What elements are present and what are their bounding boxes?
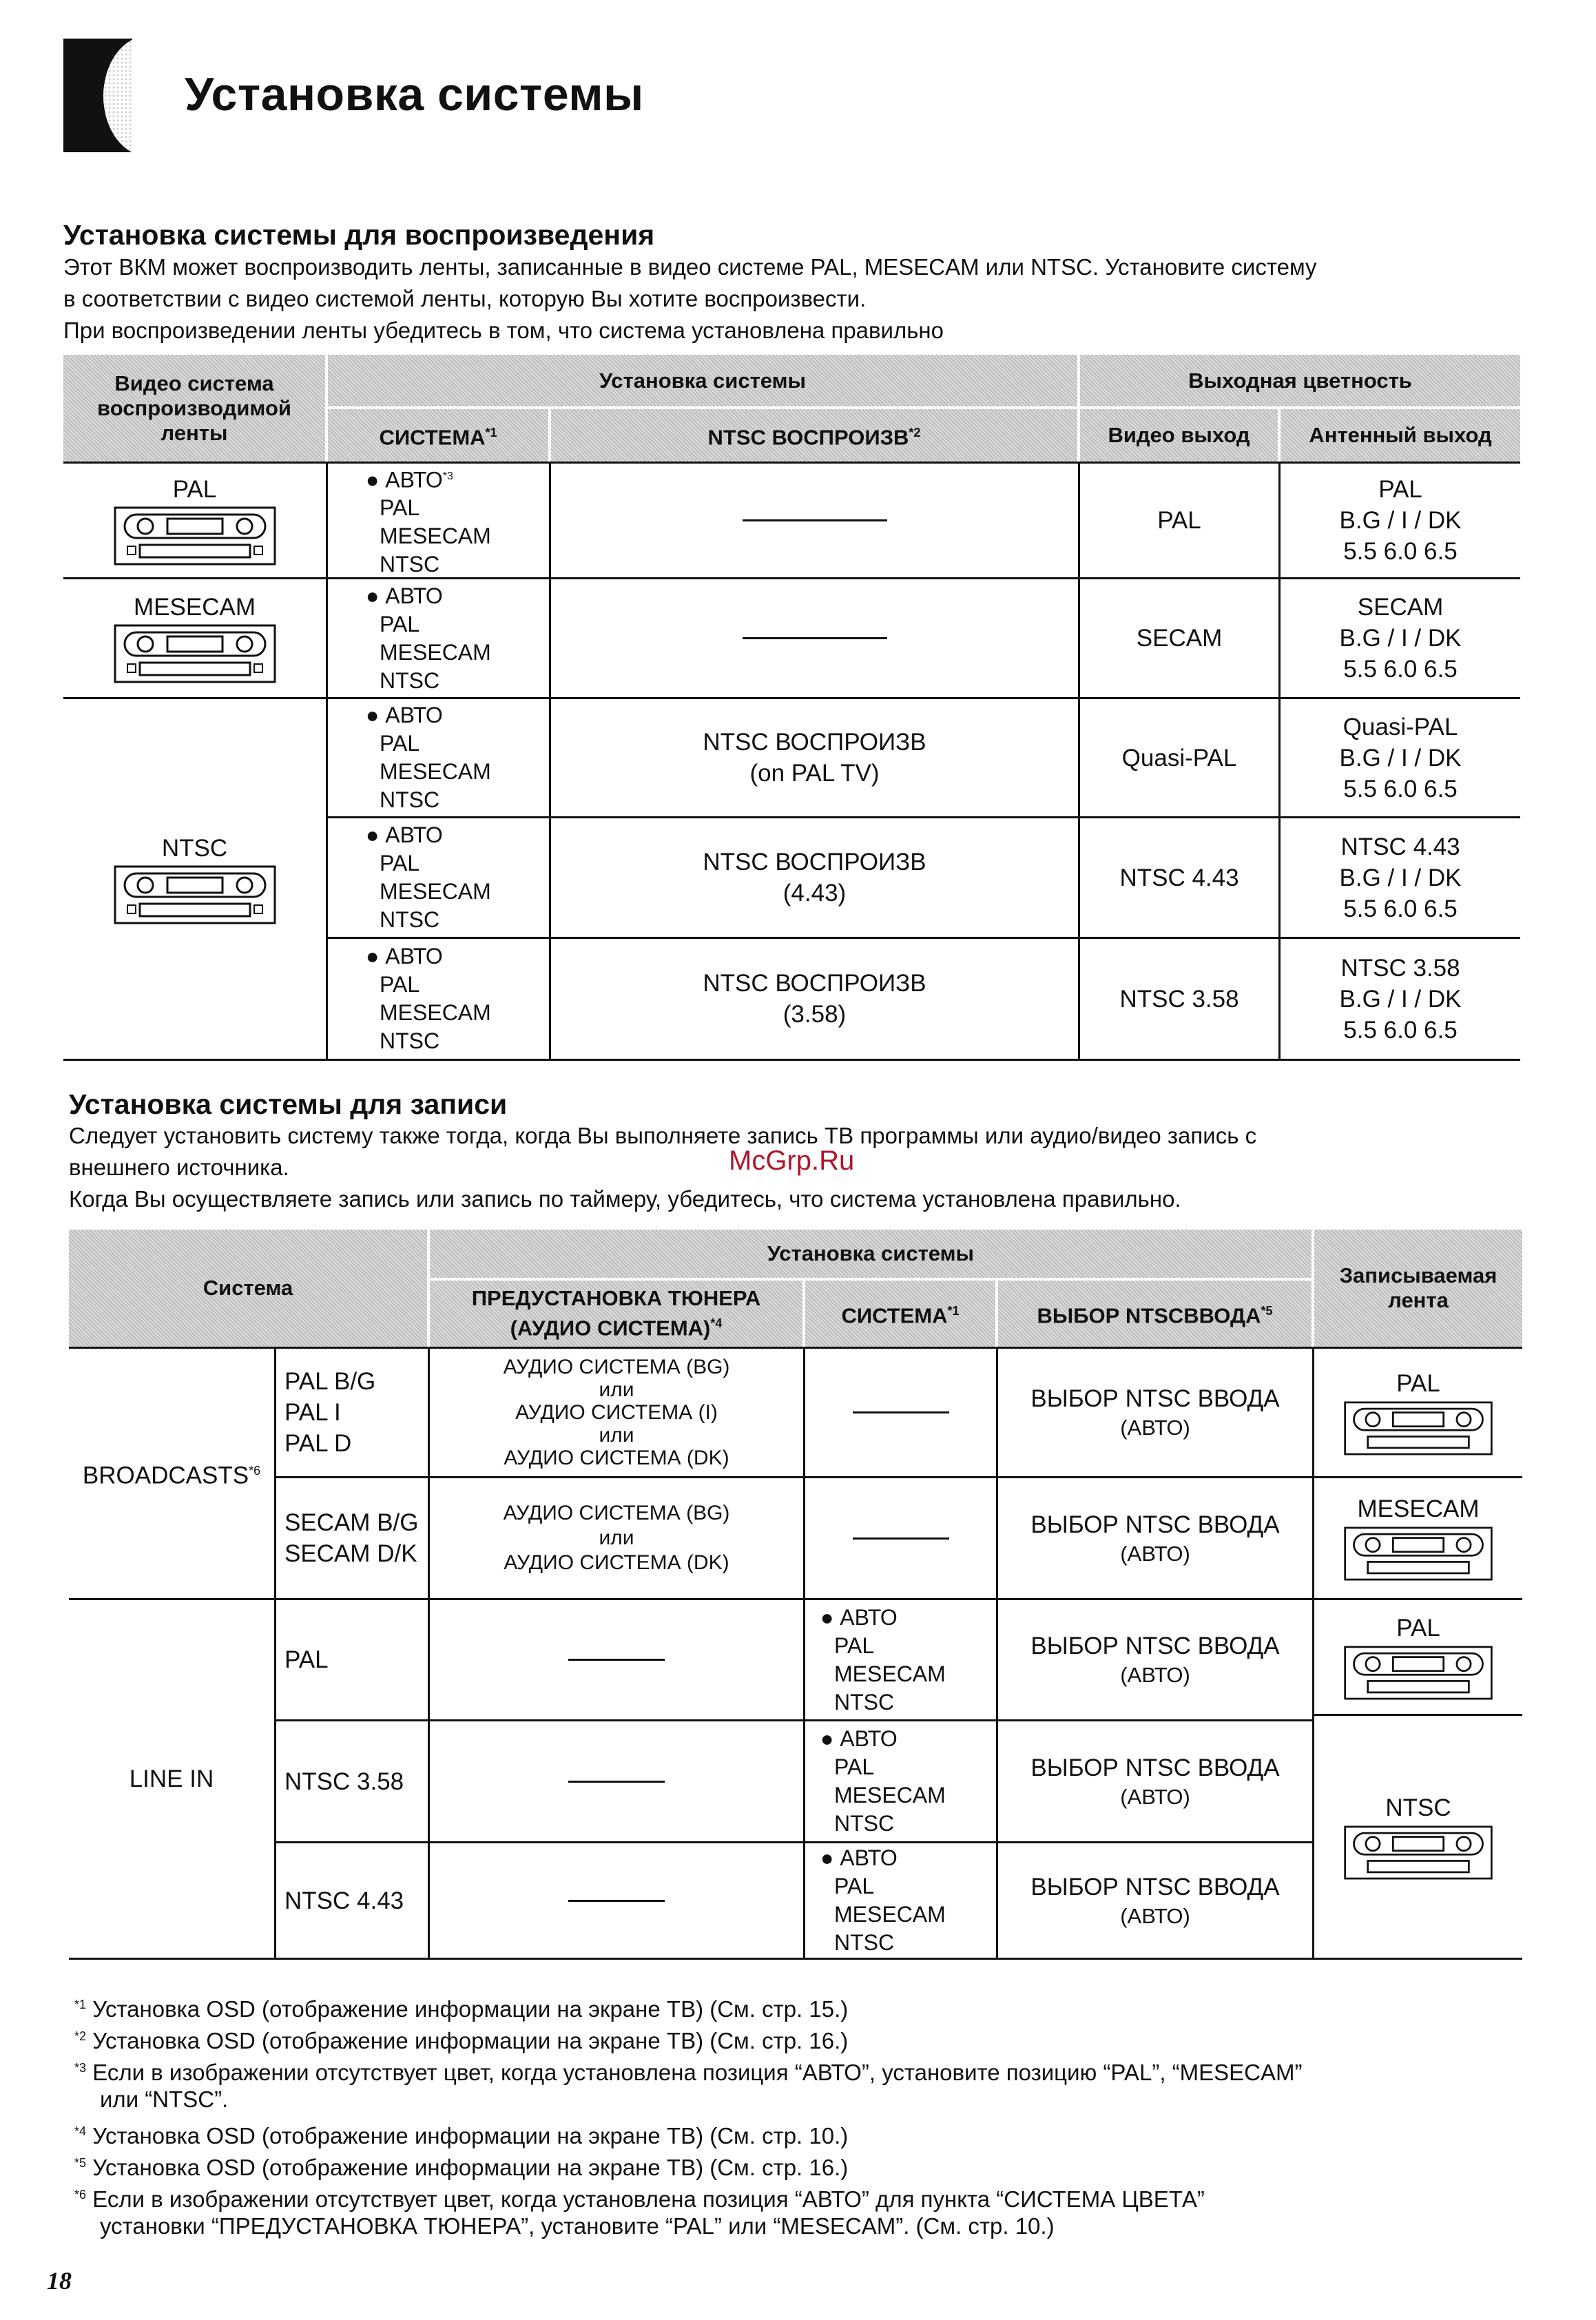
footnote: $^{*3}$ Если в изображении отсутствует цвет, когда установлена позиция “АВТО”, установите позицию “PAL”, “MESECAM”: [74, 2060, 1303, 2085]
hdr-tape: Записываемая лента: [1314, 1230, 1522, 1347]
footnote: $^{*5}$ Установка OSD (отображение информации на экране ТВ) (См. стр. 16.): [74, 2155, 849, 2180]
footnote: $^{*6}$ Если в изображении отсутствует цвет, когда установлена позиция “АВТО” для пункта “СИСТЕМА ЦВЕТА”: [74, 2186, 1205, 2212]
page-title: Установка системы: [185, 68, 644, 121]
ntsc-select: ВЫБОР NTSC ВВОДА (АВТО): [1030, 1754, 1280, 1809]
tape-ntsc: NTSC: [1314, 1716, 1522, 1958]
hdr-setup: Установка системы: [430, 1230, 1312, 1278]
tape-cell-pal: PAL: [63, 464, 326, 577]
sistema-options: ● АВТО$^{*3}$ PAL MESECAM NTSC: [366, 467, 491, 577]
watermark: McGrp.Ru: [729, 1146, 855, 1176]
video-out: SECAM: [1136, 625, 1223, 652]
video-out: Quasi-PAL: [1121, 744, 1237, 771]
ntsc-select: ВЫБОР NTSC ВВОДА (АВТО): [1030, 1385, 1280, 1440]
tuner-empty: [430, 1843, 803, 1958]
sistema-options: ● АВТО PAL MESECAM NTSC: [820, 1726, 946, 1836]
hdr-ntsc-play: NTSC ВОСПРОИЗВ$^{*2}$: [551, 409, 1077, 462]
title-marker: [63, 39, 132, 152]
playback-line: При воспроизведении ленты убедитесь в том, что система установлена правильно: [63, 318, 944, 343]
tape-pal: PAL: [1314, 1600, 1522, 1714]
antenna-out: SECAM B.G / I / DK 5.5 6.0 6.5: [1339, 594, 1462, 683]
ntsc-select: ВЫБОР NTSC ВВОДА (АВТО): [1030, 1633, 1280, 1687]
sistema-empty: [805, 1349, 996, 1476]
hdr-tuner: ПРЕДУСТАНОВКА ТЮНЕРА (АУДИО СИСТЕМА)$^{*4}$: [430, 1281, 802, 1347]
antenna-out: NTSC 4.43 B.G / I / DK 5.5 6.0 6.5: [1339, 833, 1462, 922]
b-group1-audio: АУДИО СИСТЕМА (BG) или АУДИО СИСТЕМА (I) или АУДИО СИСТЕМА (DK): [503, 1356, 730, 1469]
line-row-system: NTSC 4.43: [284, 1887, 404, 1914]
record-line: Когда Вы осуществляете запись или запись по таймеру, убедитесь, что система установлена правильно.: [69, 1186, 1181, 1212]
page-number: 18: [47, 2267, 72, 2295]
footnote: $^{*1}$ Установка OSD (отображение информации на экране ТВ) (См. стр. 15.): [74, 1996, 849, 2022]
cassette-icon: [112, 505, 278, 567]
video-out: NTSC 4.43: [1119, 864, 1239, 891]
cassette-icon: [112, 623, 278, 685]
record-text: [69, 1120, 1256, 1215]
sistema-empty: [805, 1478, 996, 1598]
tape-cell-mesecam: MESECAM: [63, 579, 326, 697]
record-line: внешнего источника.: [69, 1154, 289, 1180]
sistema-options: ● АВТО PAL MESECAM NTSC: [820, 1845, 946, 1955]
tuner-empty: [430, 1721, 803, 1841]
video-out: NTSC 3.58: [1119, 985, 1239, 1013]
cassette-icon: [112, 864, 278, 926]
line-row-system: PAL: [284, 1646, 329, 1673]
cassette-icon: [1343, 1524, 1494, 1583]
record-table: [69, 1230, 1522, 1960]
line-row-system: NTSC 3.58: [284, 1768, 404, 1795]
cassette-icon: [1343, 1399, 1494, 1458]
b-group2-audio: АУДИО СИСТЕМА (BG) или АУДИО СИСТЕМА (DK): [503, 1502, 730, 1574]
cassette-icon: [1343, 1823, 1494, 1882]
footnote: $^{*4}$ Установка OSD (отображение информации на экране ТВ) (См. стр. 10.): [74, 2123, 849, 2148]
tuner-empty: [430, 1600, 803, 1719]
hdr-system: Система: [69, 1230, 427, 1347]
broadcasts-label: BROADCASTS$^{*6}$: [82, 1462, 261, 1489]
video-out: PAL: [1157, 507, 1201, 534]
footnote: $^{*2}$ Установка OSD (отображение информации на экране ТВ) (См. стр. 16.): [74, 2028, 849, 2053]
antenna-out: NTSC 3.58 B.G / I / DK 5.5 6.0 6.5: [1339, 954, 1462, 1044]
playback-text: [63, 251, 1317, 346]
b-group1-systems: PAL B/G PAL I PAL D: [284, 1368, 376, 1457]
hdr-video-out: Видео выход: [1080, 409, 1278, 462]
playback-heading: Установка системы для воспроизведения: [63, 219, 655, 251]
ntsc-play-cell: NTSC ВОСПРОИЗВ (4.43): [703, 849, 926, 907]
record-heading: Установка системы для записи: [69, 1088, 508, 1120]
ntsc-select: ВЫБОР NTSC ВВОДА (АВТО): [1030, 1873, 1280, 1928]
hdr-sistema: СИСТЕМА$^{*1}$: [805, 1281, 995, 1347]
record-line: Следует установить систему также тогда, когда Вы выполняете запись ТВ программы или аудио/видео запись с: [69, 1123, 1257, 1148]
playback-table: [63, 355, 1520, 1061]
hdr-antenna-out: Антенный выход: [1281, 409, 1520, 462]
sistema-options: ● АВТО PAL MESECAM NTSC: [366, 944, 491, 1053]
line-in-label: LINE IN: [129, 1765, 214, 1792]
tape-mesecam: MESECAM: [1314, 1478, 1522, 1598]
hdr-video-system: Видео система воспроизводимой ленты: [63, 355, 325, 462]
sistema-options: ● АВТО PAL MESECAM NTSC: [366, 703, 491, 812]
playback-line: Этот ВКМ может воспроизводить ленты, записанные в видео системе PAL, MESECAM или NTSC. Установите систему: [63, 254, 1317, 280]
playback-line: в соответствии с видео системой ленты, которую Вы хотите воспроизвести.: [63, 286, 867, 311]
antenna-out: Quasi-PAL B.G / I / DK 5.5 6.0 6.5: [1339, 713, 1462, 802]
ntsc-play-cell: NTSC ВОСПРОИЗВ (3.58): [703, 970, 926, 1028]
sistema-options: ● АВТО PAL MESECAM NTSC: [366, 583, 491, 693]
ntsc-play-cell: NTSC ВОСПРОИЗВ (on PAL TV): [703, 729, 926, 787]
hdr-system-setup: Установка системы: [328, 355, 1077, 406]
hdr-sistema: СИСТЕМА$^{*1}$: [328, 409, 548, 462]
hdr-output-color: Выходная цветность: [1080, 355, 1520, 406]
sistema-options: ● АВТО PAL MESECAM NTSC: [820, 1604, 946, 1715]
ntsc-cell-empty: [551, 579, 1078, 697]
hdr-ntsc-input: ВЫБОР NTSCВВОДА$^{*5}$: [998, 1281, 1312, 1347]
ntsc-cell-empty: [551, 464, 1078, 577]
tape-cell-ntsc: NTSC: [63, 699, 326, 1059]
ntsc-select: ВЫБОР NTSC ВВОДА (АВТО): [1030, 1511, 1280, 1566]
tape-pal: PAL: [1314, 1349, 1522, 1476]
footnote: установки “ПРЕДУСТАНОВКА ТЮНЕРА”, установите “PAL” или “MESECAM”. (См. стр. 10.): [100, 2213, 1055, 2239]
b-group2-systems: SECAM B/G SECAM D/K: [284, 1509, 419, 1567]
cassette-icon: [1343, 1644, 1494, 1702]
footnote: или “NTSC”.: [100, 2086, 229, 2112]
antenna-out: PAL B.G / I / DK 5.5 6.0 6.5: [1339, 476, 1462, 565]
sistema-options: ● АВТО PAL MESECAM NTSC: [366, 822, 491, 932]
